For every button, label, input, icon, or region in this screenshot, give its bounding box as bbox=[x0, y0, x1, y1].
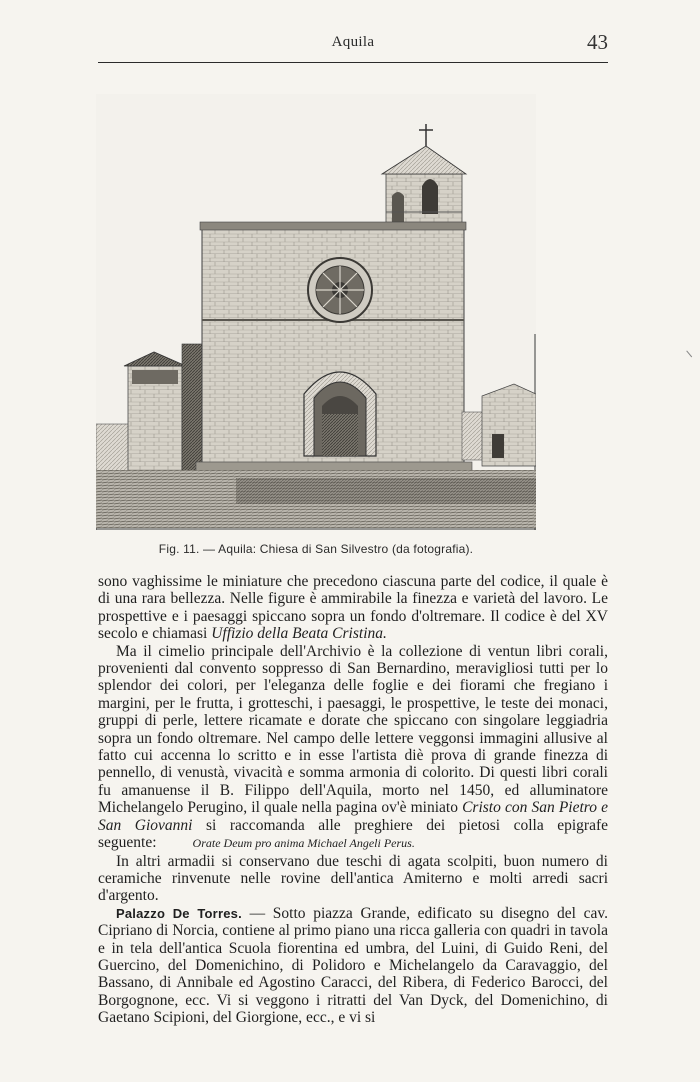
church-illustration bbox=[96, 94, 536, 530]
page-header bbox=[98, 30, 608, 60]
header-rule bbox=[98, 62, 608, 63]
running-title: Aquila bbox=[331, 34, 375, 50]
paragraph-4 bbox=[98, 905, 608, 1027]
paragraph-1-italic-title: Uffizio della Beata Cristina. bbox=[211, 625, 387, 643]
church-engraving-figure bbox=[96, 94, 536, 530]
margin-mark bbox=[686, 347, 697, 358]
paragraph-1 bbox=[98, 573, 608, 643]
paragraph-2-text-continued: si raccomanda alle preghiere dei pietosi colla epigrafe seguente: bbox=[98, 816, 609, 852]
body-text bbox=[98, 573, 608, 1027]
paragraph-1-text: sono vaghissime le miniature che precedono ciascuna parte del codice, il quale è di una rara bellezza. Nelle figure è ammirabile la finezza e varietà del lavoro. Le prospettive e i paesaggi spiccano sopra un fondo d'oltremare. Il codice è del XV secolo e chiamasi bbox=[98, 573, 608, 643]
paragraph-2-text: Ma il cimelio principale dell'Archivio è la collezione di ventun libri corali, provenienti dal convento soppresso di San Bernardino, meravigliosi tutti per lo splendor dei colori, per l'eleganza delle foglie e dei fiorami che fregiano i margini, per le frutta, i grotteschi, i paesaggi, le prospettive, le teste dei monaci, gruppi di perle, lettere ricamate e dorate che spiccano con singolare leggiadria sopra un fondo oltremare. Nel campo delle lettere veggonsi immagini allusive al fatto cui accenna lo scritto e in esse l'artista diè prova di grande finezza di pennello, di venustà, vivacità e somma armonia di colorito. Di questi libri corali fu amanuense il B. Filippo dell'Aquila, morto nel 1450, ed alluminatore Michelangelo Perugino, il quale nella pagina ov'è miniato bbox=[98, 642, 608, 817]
paragraph-2-italic-title: Cristo con San Pietro e San Giovanni bbox=[98, 799, 608, 834]
paragraph-4-text: — Sotto piazza Grande, edificato su disegno del cav. Cipriano di Norcia, contiene al primo piano una ricca galleria con quadri in tavola e in tela dell'antica Scuola fiorentina ed umbra, del Luini, di Guido Reni, del Guercino, del Domenichino, di Polidoro e Michelangelo da Caravaggio, del Bassano, di Annibale ed Agostino Caracci, del Ribera, di Federico Barocci, del Borgognone, ecc. Vi si veggono i ritratti del Van Dyck, del Domenichino, di Gaetano Scipioni, del Giorgione, ecc., e vi si bbox=[98, 904, 608, 1027]
epigraph: Orate Deum pro anima Michael Angeli Perus. bbox=[192, 836, 415, 851]
figure-caption: Fig. 11. — Aquila: Chiesa di San Silvestro (da fotografia). bbox=[158, 542, 474, 556]
page-number: 43 bbox=[587, 30, 608, 54]
paragraph-2 bbox=[98, 643, 608, 853]
paragraph-4-heading: Palazzo De Torres. bbox=[116, 905, 242, 921]
paragraph-3: In altri armadii si conservano due teschi di agata scolpiti, buon numero di ceramiche rinvenute nelle rovine dell'antica Amiterno e molti arredi sacri d'argento. bbox=[98, 852, 608, 905]
